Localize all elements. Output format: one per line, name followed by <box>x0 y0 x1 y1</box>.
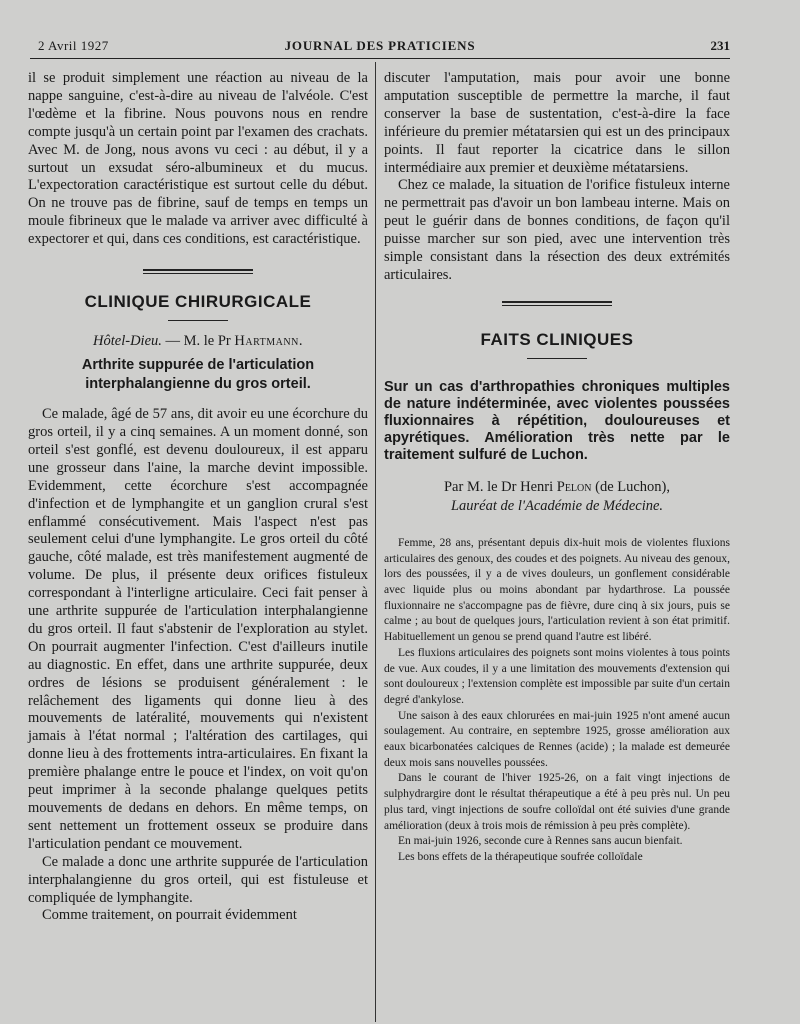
left-column <box>28 70 368 925</box>
column-divider <box>375 62 376 1022</box>
article-title-left: Arthrite suppurée de l'articulation interphalangienne du gros orteil. <box>81 357 315 393</box>
author-place: Hôtel-Dieu. <box>93 333 162 350</box>
section-title-clinique: CLINIQUE CHIRURGICALE <box>84 292 312 312</box>
byline-name: Pelon <box>556 478 592 495</box>
left-intro-paragraph: il se produit simplement une réaction au niveau de la nappe sanguine, c'est-à-dire au niveau de l'alvéole. C'est l'œdème et la fibrine. Nous pouvons nous en rendre compte jusqu'à un certain point par l'examen des crachats. Avec M. de Jong, nous avons vu ceci : au début, il y a surtout un exsudat séro-albumineux et du mucus. L'expectoration caractéristique est surtout celle du début. On ne trouve pas de fibrine, sauf de temps en temps un moule fibrineux que le malade va arriver avec difficulté à expectorer et qui, dans ces conditions, est caractéristique. <box>28 70 368 248</box>
case-paragraph-2: Les fluxions articulaires des poignets sont moins violentes à tous points de vue. Aux coudes, il y a une limitation des mouvements d'extension qui sont douloureux ; l'extension complète est impossible par suite d'un certain degré d'ankylose. <box>384 646 730 706</box>
lecture-author <box>28 333 368 350</box>
header-rule <box>30 58 730 59</box>
header-date: 2 Avril 1927 <box>38 38 109 53</box>
running-header <box>30 38 730 56</box>
case-paragraph-1: Femme, 28 ans, présentant depuis dix-huit mois de violentes fluxions articulaires des genoux, des coudes et des poignets. Au niveau des genoux, lors des poussées, il y a de vives douleurs, un gonflement considérable avec liquide plus ou moins abondant par hydarthrose. La poussée fluxionnaire ne s'accompagne pas de fièvre, dure cinq à six jours, puis se calme ; au bout de quelques jours, l'articulation revient à son état primitif. Habituellement un genou se prend quand l'autre est libéré. <box>384 536 730 644</box>
byline-prefix: Par M. le Dr Henri <box>443 478 557 495</box>
left-body-paragraph-3: Comme traitement, on pourrait évidemment <box>42 907 297 924</box>
right-intro-paragraph-1: discuter l'amputation, mais pour avoir une bonne amputation susceptible de permettre la marche, il faut conserver la base de sustentation, c'est-à-dire la face inférieure du premier métatarsien qui est un des principaux points. Il faut reporter la cicatrice dans le sillon intermédiaire aux premier et deuxième métatarsiens. <box>384 70 730 176</box>
author-name: Hartmann. <box>234 333 303 350</box>
header-journal-title: JOURNAL DES PRATICIENS <box>284 38 476 53</box>
left-body-paragraph-1: Ce malade, âgé de 57 ans, dit avoir eu une écorchure du gros orteil, il y a cinq semaines. A un moment donné, son orteil s'est gonflé, est devenu douloureux, il est apparu une grosseur dans l'aine, la marche devint impossible. Evidemment, cette écorchure s'est accompagnée d'infection et de lymphangite et un ganglion crural s'est enflammé consécutivement. Mais l'aspect n'est pas seulement celui d'une lymphangite. Le gros orteil du côté gauche, côté malade, est très manifestement augmenté de volume. De plus, il présente deux orifices fistuleux correspondant à l'interligne articulaire. Ceci fait penser à une arthrite suppurée de l'articulation interphalangienne du gros orteil. Il faut s'abstenir de l'exploration au stylet. On pourrait augmenter l'infection. C'est d'ailleurs inutile au diagnostic. En effet, dans une arthrite suppurée, deux ordres de lésions se produisent généralement : le relâchement des ligaments qui donne lieu à des mouvements de latéralité, mouvements qui n'existent jamais à l'état normal ; l'altération des cartilages, qui donne lieu à des frottements intra-articulaires. En fixant la première phalange entre le pouce et l'index, on voit qu'on peut imprimer à la seconde phalange quelques petits mouvements de dedans en dehors. En même temps, on sent nettement un frottement osseux se produire dans l'articulation pendant ce mouvement. <box>28 406 368 852</box>
case-paragraph-6: Les bons effets de la thérapeutique soufrée colloïdale <box>398 850 643 863</box>
author-distinction: Lauréat de l'Académie de Médecine. <box>450 497 664 514</box>
header-page-number: 231 <box>710 38 730 53</box>
right-intro-paragraph-2: Chez ce malade, la situation de l'orifice fistuleux interne ne permettrait pas d'avoir un bon lambeau interne. Mais on peut le guérir dans de bonnes conditions, de façon qu'il puisse marcher sur son pied, avec une intervention très simple consistant dans la résection des deux extrémités articulaires. <box>384 177 730 283</box>
left-body-paragraph-2: Ce malade a donc une arthrite suppurée de l'articulation interphalangienne du gros orteil, qui est fistuleuse et compliquée de lymphangite. <box>28 853 368 906</box>
article-byline <box>384 478 730 497</box>
case-paragraph-4: Dans le courant de l'hiver 1925-26, on a fait vingt injections de sulphydrargire dont le résultat thérapeutique a été à peu près nul. Un peu plus tard, vingt injections de soufre colloïdal ont été suivies d'une grande amélioration (deux à trois mois de rémission à peu près complète). <box>384 772 730 832</box>
author-prefix: — M. le Pr <box>161 333 235 350</box>
section-title-faits: FAITS CLINIQUES <box>480 329 634 349</box>
case-paragraph-3: Une saison à des eaux chlorurées en mai-juin 1925 n'ont amené aucun soulagement. Au contraire, en septembre 1925, grosse amélioration aux eaux bicarbonatées calciques de Rennes (acide) ; la malade est demeurée deux mois sans nouvelles poussées. <box>384 709 730 769</box>
article-title-right: Sur un cas d'arthropathies chroniques multiples de nature indéterminée, avec violentes poussées fluxionnaires à répétition, douloureuses et apyrétiques. Amélioration très nette par le traitement sulfuré de Luchon. <box>384 378 730 463</box>
case-paragraph-5: En mai-juin 1926, seconde cure à Rennes sans aucun bienfait. <box>398 835 683 848</box>
byline-suffix: (de Luchon), <box>591 478 670 495</box>
right-column <box>384 70 730 866</box>
